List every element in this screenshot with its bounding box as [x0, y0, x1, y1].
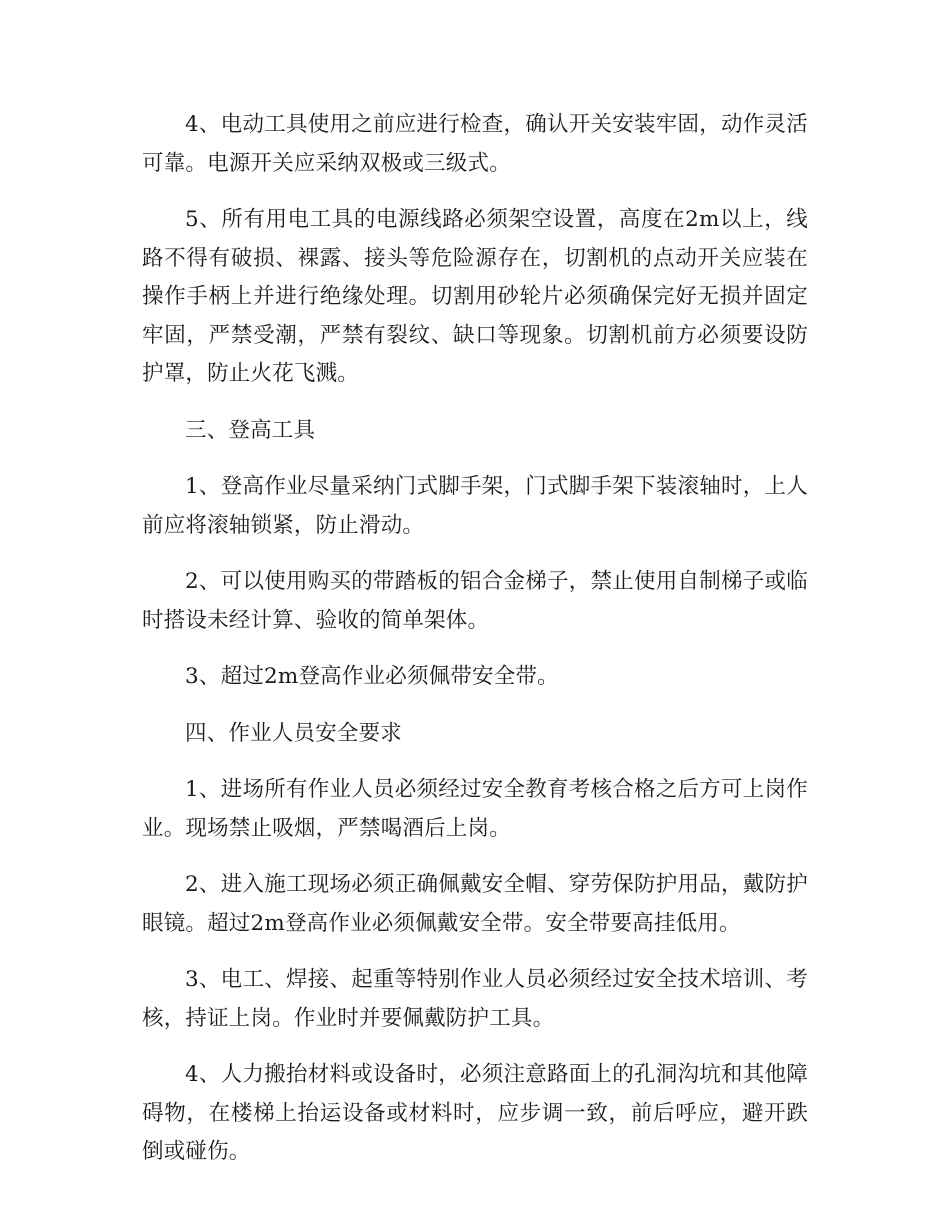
paragraph-safety-education: 1、进场所有作业人员必须经过安全教育考核合格之后方可上岗作业。现场禁止吸烟，严禁喝酒后上岗。 [142, 777, 808, 841]
section-heading-worker-safety: 四、作业人员安全要求 [185, 720, 403, 746]
paragraph-manual-handling: 4、人力搬抬材料或设备时，必须注意路面上的孔洞沟坑和其他障碍物，在楼梯上抬运设备或材料时，应步调一致，前后呼应，避开跌倒或碰伤。 [142, 1062, 808, 1164]
paragraph-door-scaffold: 1、登高作业尽量采纳门式脚手架，门式脚手架下装滚轴时，上人前应将滚轴锁紧，防止滑动。 [142, 474, 808, 538]
section-heading-climbing-tools: 三、登高工具 [185, 417, 316, 443]
paragraph-aluminum-ladder: 2、可以使用购买的带踏板的铝合金梯子，禁止使用自制梯子或临时搭设未经计算、验收的简单架体。 [142, 569, 808, 633]
paragraph-power-line-setup: 5、所有用电工具的电源线路必须架空设置，高度在2m以上，线路不得有破损、裸露、接头等危险源存在，切割机的点动开关应装在操作手柄上并进行绝缘处理。切割用砂轮片必须确保完好无损并固定牢固，严禁受潮，严禁有裂纹、缺口等现象。切割机前方必须要设防护罩，防止火花飞溅。 [142, 207, 808, 386]
paragraph-protective-gear: 2、进入施工现场必须正确佩戴安全帽、穿劳保防护用品，戴防护眼镜。超过2m登高作业必须佩戴安全带。安全带要高挂低用。 [142, 872, 808, 936]
paragraph-power-tool-check: 4、电动工具使用之前应进行检查，确认开关安装牢固，动作灵活可靠。电源开关应采纳双极或三级式。 [142, 112, 808, 176]
document-body [142, 106, 808, 1190]
paragraph-special-workers: 3、电工、焊接、起重等特别作业人员必须经过安全技术培训、考核，持证上岗。作业时并要佩戴防护工具。 [142, 967, 808, 1031]
paragraph-safety-belt: 3、超过2m登高作业必须佩带安全带。 [185, 664, 559, 689]
